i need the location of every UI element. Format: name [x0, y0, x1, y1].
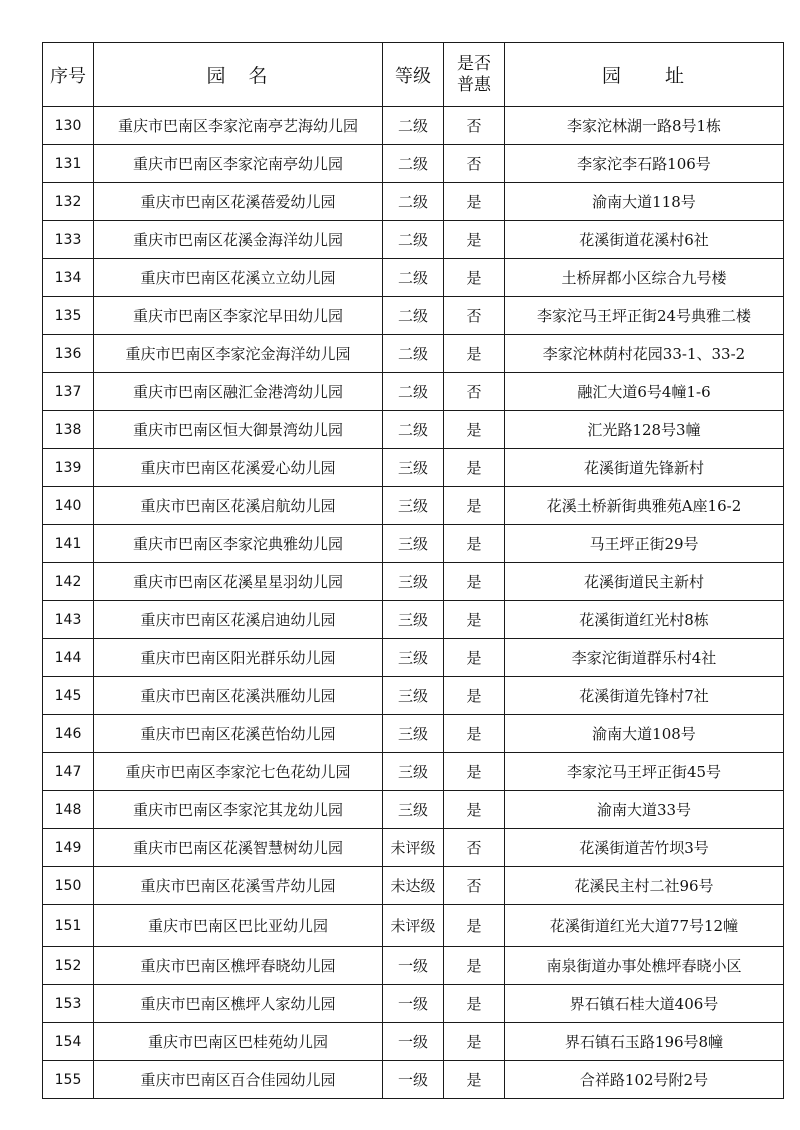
cell-address: 马王坪正街29号 — [505, 525, 784, 563]
cell-index: 130 — [43, 107, 94, 145]
cell-puhui: 是 — [444, 715, 505, 753]
table-row — [43, 791, 784, 829]
cell-kindergarten-name: 重庆市巴南区阳光群乐幼儿园 — [94, 639, 383, 677]
cell-address: 融汇大道6号4幢1-6 — [505, 373, 784, 411]
table-row — [43, 601, 784, 639]
header-level: 等级 — [383, 43, 444, 107]
table-row — [43, 829, 784, 867]
cell-kindergarten-name: 重庆市巴南区樵坪人家幼儿园 — [94, 985, 383, 1023]
cell-kindergarten-name: 重庆市巴南区花溪启迪幼儿园 — [94, 601, 383, 639]
table-body — [43, 107, 784, 1099]
cell-kindergarten-name: 重庆市巴南区花溪智慧树幼儿园 — [94, 829, 383, 867]
cell-address: 花溪街道红光村8栋 — [505, 601, 784, 639]
cell-puhui: 是 — [444, 905, 505, 947]
cell-address: 渝南大道33号 — [505, 791, 784, 829]
cell-puhui: 是 — [444, 449, 505, 487]
table-row — [43, 715, 784, 753]
cell-address: 李家沱林荫村花园33-1、33-2 — [505, 335, 784, 373]
cell-kindergarten-name: 重庆市巴南区巴比亚幼儿园 — [94, 905, 383, 947]
cell-kindergarten-name: 重庆市巴南区花溪雪芹幼儿园 — [94, 867, 383, 905]
cell-level: 三级 — [383, 487, 444, 525]
cell-address: 南泉街道办事处樵坪春晓小区 — [505, 947, 784, 985]
cell-index: 153 — [43, 985, 94, 1023]
cell-kindergarten-name: 重庆市巴南区李家沱七色花幼儿园 — [94, 753, 383, 791]
cell-level: 二级 — [383, 259, 444, 297]
cell-puhui: 是 — [444, 947, 505, 985]
cell-level: 三级 — [383, 753, 444, 791]
header-row — [43, 43, 784, 107]
cell-index: 132 — [43, 183, 94, 221]
cell-address: 界石镇石玉路196号8幢 — [505, 1023, 784, 1061]
cell-address: 李家沱林湖一路8号1栋 — [505, 107, 784, 145]
cell-level: 三级 — [383, 677, 444, 715]
cell-level: 二级 — [383, 373, 444, 411]
header-index: 序号 — [43, 43, 94, 107]
cell-level: 三级 — [383, 449, 444, 487]
cell-puhui: 是 — [444, 985, 505, 1023]
cell-puhui: 是 — [444, 1061, 505, 1099]
cell-puhui: 是 — [444, 525, 505, 563]
cell-level: 三级 — [383, 715, 444, 753]
cell-index: 152 — [43, 947, 94, 985]
cell-kindergarten-name: 重庆市巴南区李家沱南亭幼儿园 — [94, 145, 383, 183]
table-row — [43, 677, 784, 715]
cell-level: 未评级 — [383, 829, 444, 867]
cell-level: 二级 — [383, 297, 444, 335]
table-row — [43, 867, 784, 905]
cell-level: 未达级 — [383, 867, 444, 905]
cell-address: 渝南大道118号 — [505, 183, 784, 221]
cell-puhui: 是 — [444, 487, 505, 525]
cell-index: 149 — [43, 829, 94, 867]
cell-address: 花溪街道苦竹坝3号 — [505, 829, 784, 867]
table-row — [43, 525, 784, 563]
cell-level: 二级 — [383, 183, 444, 221]
cell-puhui: 否 — [444, 829, 505, 867]
cell-address: 花溪街道红光大道77号12幢 — [505, 905, 784, 947]
cell-level: 二级 — [383, 145, 444, 183]
header-puhui — [444, 43, 505, 107]
cell-address: 花溪街道民主新村 — [505, 563, 784, 601]
cell-kindergarten-name: 重庆市巴南区花溪星星羽幼儿园 — [94, 563, 383, 601]
cell-address: 花溪街道先锋村7社 — [505, 677, 784, 715]
cell-index: 150 — [43, 867, 94, 905]
cell-index: 133 — [43, 221, 94, 259]
table-row — [43, 107, 784, 145]
cell-level: 三级 — [383, 639, 444, 677]
cell-address: 李家沱马王坪正街24号典雅二楼 — [505, 297, 784, 335]
cell-index: 144 — [43, 639, 94, 677]
header-puhui-line1: 是否 — [457, 53, 491, 74]
table-row — [43, 753, 784, 791]
table-row — [43, 145, 784, 183]
cell-level: 一级 — [383, 1023, 444, 1061]
cell-address: 土桥屏都小区综合九号楼 — [505, 259, 784, 297]
header-address: 园 址 — [505, 43, 784, 107]
cell-puhui: 是 — [444, 183, 505, 221]
cell-kindergarten-name: 重庆市巴南区恒大御景湾幼儿园 — [94, 411, 383, 449]
cell-level: 一级 — [383, 985, 444, 1023]
table-row — [43, 411, 784, 449]
cell-puhui: 是 — [444, 677, 505, 715]
cell-kindergarten-name: 重庆市巴南区花溪芭怡幼儿园 — [94, 715, 383, 753]
cell-index: 141 — [43, 525, 94, 563]
cell-index: 155 — [43, 1061, 94, 1099]
table-row — [43, 259, 784, 297]
cell-puhui: 否 — [444, 107, 505, 145]
table-row — [43, 905, 784, 947]
cell-index: 142 — [43, 563, 94, 601]
cell-puhui: 是 — [444, 601, 505, 639]
table-row — [43, 487, 784, 525]
cell-index: 148 — [43, 791, 94, 829]
table-row — [43, 221, 784, 259]
cell-puhui: 否 — [444, 297, 505, 335]
cell-level: 三级 — [383, 563, 444, 601]
cell-kindergarten-name: 重庆市巴南区李家沱金海洋幼儿园 — [94, 335, 383, 373]
cell-address: 李家沱街道群乐村4社 — [505, 639, 784, 677]
cell-address: 李家沱马王坪正街45号 — [505, 753, 784, 791]
cell-level: 三级 — [383, 525, 444, 563]
cell-index: 151 — [43, 905, 94, 947]
cell-puhui: 是 — [444, 1023, 505, 1061]
cell-kindergarten-name: 重庆市巴南区樵坪春晓幼儿园 — [94, 947, 383, 985]
cell-index: 137 — [43, 373, 94, 411]
cell-level: 三级 — [383, 601, 444, 639]
cell-puhui: 否 — [444, 145, 505, 183]
cell-index: 139 — [43, 449, 94, 487]
cell-kindergarten-name: 重庆市巴南区花溪立立幼儿园 — [94, 259, 383, 297]
cell-puhui: 是 — [444, 639, 505, 677]
cell-index: 134 — [43, 259, 94, 297]
header-puhui-line2: 普惠 — [457, 74, 491, 95]
cell-kindergarten-name: 重庆市巴南区花溪洪雁幼儿园 — [94, 677, 383, 715]
cell-level: 二级 — [383, 411, 444, 449]
cell-address: 花溪街道花溪村6社 — [505, 221, 784, 259]
cell-level: 二级 — [383, 107, 444, 145]
cell-puhui: 是 — [444, 335, 505, 373]
cell-address: 渝南大道108号 — [505, 715, 784, 753]
cell-puhui: 是 — [444, 221, 505, 259]
cell-level: 一级 — [383, 1061, 444, 1099]
cell-kindergarten-name: 重庆市巴南区巴桂苑幼儿园 — [94, 1023, 383, 1061]
table-row — [43, 1061, 784, 1099]
cell-address: 李家沱李石路106号 — [505, 145, 784, 183]
cell-level: 二级 — [383, 221, 444, 259]
cell-kindergarten-name: 重庆市巴南区花溪蓓爱幼儿园 — [94, 183, 383, 221]
cell-level: 三级 — [383, 791, 444, 829]
table-row — [43, 639, 784, 677]
cell-kindergarten-name: 重庆市巴南区融汇金港湾幼儿园 — [94, 373, 383, 411]
table-row — [43, 1023, 784, 1061]
cell-kindergarten-name: 重庆市巴南区李家沱其龙幼儿园 — [94, 791, 383, 829]
cell-address: 花溪街道先锋新村 — [505, 449, 784, 487]
table-row — [43, 563, 784, 601]
cell-kindergarten-name: 重庆市巴南区花溪启航幼儿园 — [94, 487, 383, 525]
cell-address: 花溪民主村二社96号 — [505, 867, 784, 905]
table-row — [43, 183, 784, 221]
cell-index: 145 — [43, 677, 94, 715]
cell-index: 138 — [43, 411, 94, 449]
cell-puhui: 是 — [444, 411, 505, 449]
table-row — [43, 449, 784, 487]
cell-index: 143 — [43, 601, 94, 639]
cell-index: 154 — [43, 1023, 94, 1061]
cell-index: 136 — [43, 335, 94, 373]
cell-index: 140 — [43, 487, 94, 525]
cell-address: 合祥路102号附2号 — [505, 1061, 784, 1099]
cell-puhui: 是 — [444, 791, 505, 829]
cell-puhui: 否 — [444, 867, 505, 905]
cell-level: 二级 — [383, 335, 444, 373]
cell-address: 汇光路128号3幢 — [505, 411, 784, 449]
table-row — [43, 373, 784, 411]
cell-kindergarten-name: 重庆市巴南区百合佳园幼儿园 — [94, 1061, 383, 1099]
table-row — [43, 297, 784, 335]
cell-puhui: 是 — [444, 259, 505, 297]
cell-kindergarten-name: 重庆市巴南区李家沱南亭艺海幼儿园 — [94, 107, 383, 145]
cell-puhui: 是 — [444, 563, 505, 601]
cell-address: 界石镇石桂大道406号 — [505, 985, 784, 1023]
table-row — [43, 947, 784, 985]
cell-index: 131 — [43, 145, 94, 183]
cell-puhui: 否 — [444, 373, 505, 411]
cell-level: 一级 — [383, 947, 444, 985]
cell-address: 花溪土桥新街典雅苑A座16-2 — [505, 487, 784, 525]
cell-kindergarten-name: 重庆市巴南区李家沱典雅幼儿园 — [94, 525, 383, 563]
table-row — [43, 335, 784, 373]
table-row — [43, 985, 784, 1023]
cell-kindergarten-name: 重庆市巴南区花溪爱心幼儿园 — [94, 449, 383, 487]
kindergarten-table — [42, 42, 784, 1099]
table-header — [43, 43, 784, 107]
cell-kindergarten-name: 重庆市巴南区李家沱早田幼儿园 — [94, 297, 383, 335]
cell-puhui: 是 — [444, 753, 505, 791]
cell-index: 146 — [43, 715, 94, 753]
cell-kindergarten-name: 重庆市巴南区花溪金海洋幼儿园 — [94, 221, 383, 259]
cell-level: 未评级 — [383, 905, 444, 947]
cell-index: 135 — [43, 297, 94, 335]
cell-index: 147 — [43, 753, 94, 791]
header-name: 园 名 — [94, 43, 383, 107]
